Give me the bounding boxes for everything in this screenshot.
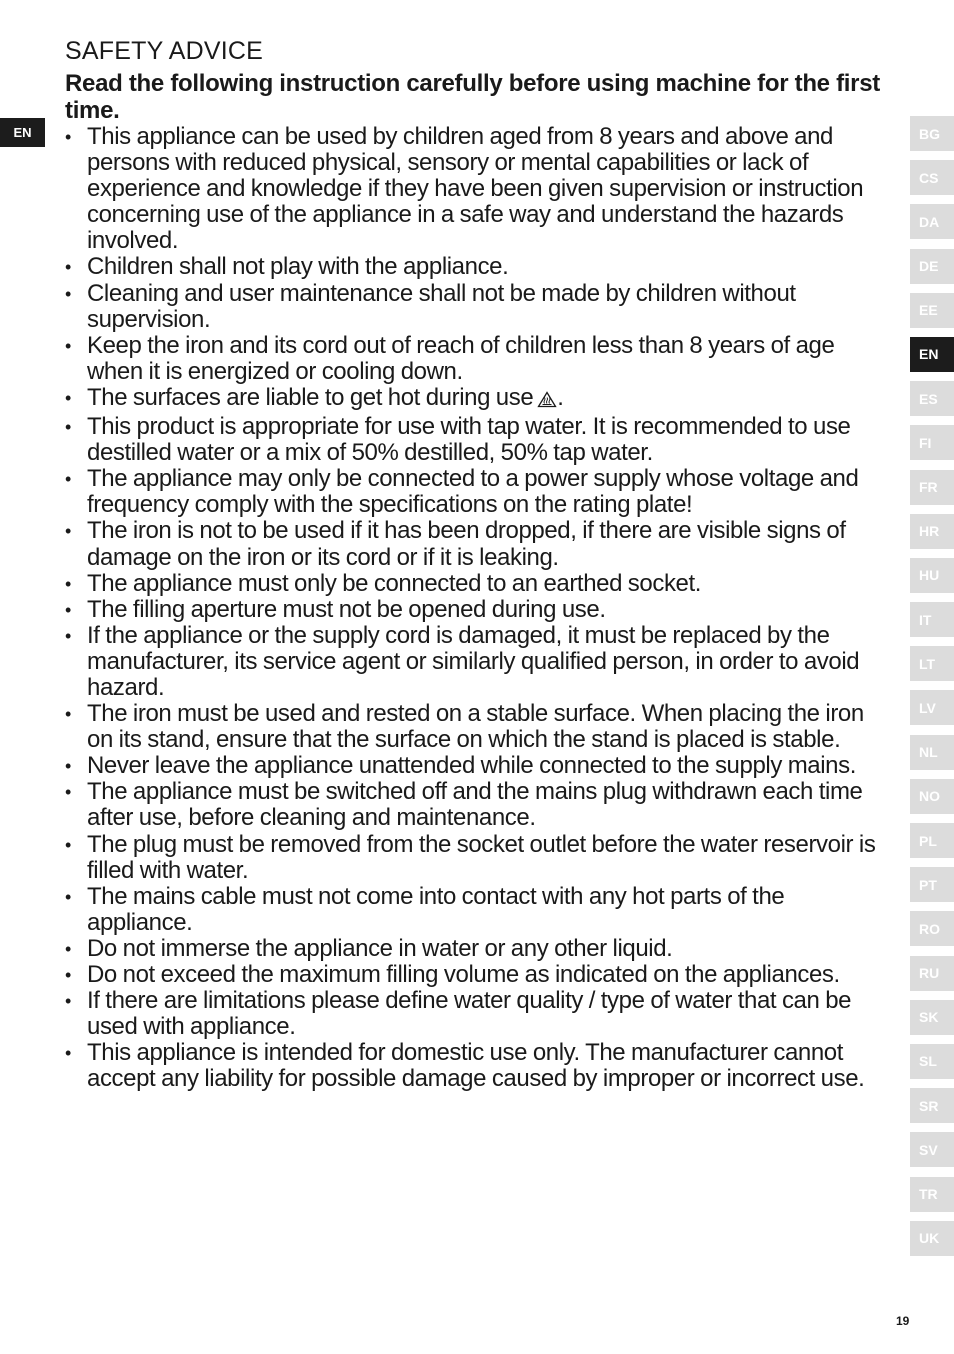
safety-rule: • This appliance is intended for domestic use only. The manufacturer cannot accept any liability for possible damage caused by improper or incorrect use. (65, 1040, 890, 1092)
safety-rule: • The appliance must be switched off and the mains plug withdrawn each time after use, before cleaning and maintenance. (65, 779, 890, 831)
safety-rule: • The plug must be removed from the socket outlet before the water reservoir is filled with water. (65, 832, 890, 884)
page-number: 19 (896, 1314, 910, 1328)
safety-rule: • If there are limitations please define water quality / type of water that can be used with appliance. (65, 988, 890, 1040)
language-tab-sl[interactable]: SL (910, 1044, 954, 1079)
safety-rule-text: The surfaces are liable to get hot during use (87, 383, 534, 411)
safety-rule: • Children shall not play with the appliance. (65, 254, 890, 280)
safety-rule: • Never leave the appliance unattended while connected to the supply mains. (65, 753, 890, 779)
current-language-badge: EN (0, 118, 45, 147)
section-title: SAFETY ADVICE (65, 37, 264, 65)
language-tab-nl[interactable]: NL (910, 735, 954, 770)
language-tab-en[interactable]: EN (910, 337, 954, 372)
safety-rule: • Cleaning and user maintenance shall not be made by children without supervision. (65, 281, 890, 333)
safety-rule: • The mains cable must not come into contact with any hot parts of the appliance. (65, 884, 890, 936)
language-tab-tr[interactable]: TR (910, 1177, 954, 1212)
language-tab-hr[interactable]: HR (910, 514, 954, 549)
hot-surface-warning-icon (537, 388, 557, 414)
safety-rules-list (65, 124, 890, 1092)
language-tab-da[interactable]: DA (910, 204, 954, 239)
language-tab-sr[interactable]: SR (910, 1088, 954, 1123)
safety-rule-hot-surface (65, 385, 890, 414)
language-tab-sk[interactable]: SK (910, 1000, 954, 1035)
language-tab-de[interactable]: DE (910, 249, 954, 284)
period: . (557, 383, 564, 411)
language-tab-hu[interactable]: HU (910, 558, 954, 593)
safety-rule: • The appliance may only be connected to a power supply whose voltage and frequency comply with the specifications on the rating plate! (65, 466, 890, 518)
language-tab-lt[interactable]: LT (910, 646, 954, 681)
language-tab-fr[interactable]: FR (910, 470, 954, 505)
language-tab-lv[interactable]: LV (910, 690, 954, 725)
intro-text: Read the following instruction carefully before using machine for the first time. (65, 70, 880, 124)
language-tab-uk[interactable]: UK (910, 1221, 954, 1256)
language-tab-cs[interactable]: CS (910, 160, 954, 195)
language-tab-es[interactable]: ES (910, 381, 954, 416)
safety-rule: • If the appliance or the supply cord is damaged, it must be replaced by the manufacturer, its service agent or similarly qualified person, in order to avoid hazard. (65, 623, 890, 701)
language-tab-ro[interactable]: RO (910, 911, 954, 946)
language-tab-pt[interactable]: PT (910, 867, 954, 902)
language-tabs (910, 116, 954, 1265)
language-tab-sv[interactable]: SV (910, 1132, 954, 1167)
safety-rule: • The iron is not to be used if it has been dropped, if there are visible signs of damage on the iron or its cord or if it is leaking. (65, 518, 890, 570)
safety-rule: • This product is appropriate for use with tap water. It is recommended to use destilled water or a mix of 50% destilled, 50% tap water. (65, 414, 890, 466)
safety-rule: • Do not immerse the appliance in water or any other liquid. (65, 936, 890, 962)
safety-rule: • Keep the iron and its cord out of reach of children less than 8 years of age when it is energized or cooling down. (65, 333, 890, 385)
safety-rule: • The iron must be used and rested on a stable surface. When placing the iron on its stand, ensure that the surface on which the stand is placed is stable. (65, 701, 890, 753)
safety-advice-section (65, 36, 890, 1092)
language-tab-no[interactable]: NO (910, 779, 954, 814)
language-tab-it[interactable]: IT (910, 602, 954, 637)
language-tab-bg[interactable]: BG (910, 116, 954, 151)
safety-rule: • Do not exceed the maximum filling volume as indicated on the appliances. (65, 962, 890, 988)
language-tab-fi[interactable]: FI (910, 425, 954, 460)
safety-rule: • The filling aperture must not be opened during use. (65, 597, 890, 623)
language-tab-ru[interactable]: RU (910, 956, 954, 991)
safety-rule: • This appliance can be used by children aged from 8 years and above and persons with reduced physical, sensory or mental capabilities or lack of experience and knowledge if they have been given supervision or instruction concerning use of the appliance in a safe way and understand the hazards involved. (65, 124, 890, 254)
safety-rule: • The appliance must only be connected to an earthed socket. (65, 571, 890, 597)
language-tab-pl[interactable]: PL (910, 823, 954, 858)
language-tab-ee[interactable]: EE (910, 293, 954, 328)
